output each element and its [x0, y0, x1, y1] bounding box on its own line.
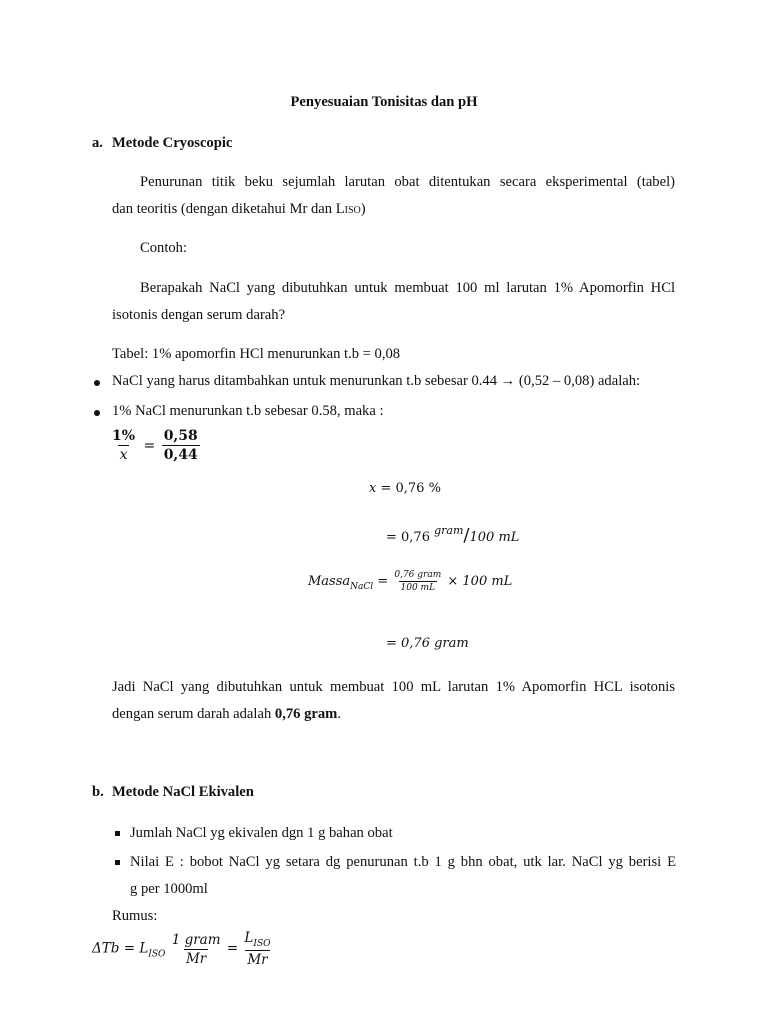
- step-1: x = 0,76 %: [369, 481, 441, 496]
- section-b-marker: b.: [92, 784, 104, 800]
- conclusion-line-1: Jadi NaCl yang dibutuhkan untuk membuat 100 mL larutan 1% Apomorfin HCL isotonis: [112, 679, 675, 695]
- section-a-heading: Metode Cryoscopic: [112, 135, 233, 151]
- rumus-label: Rumus:: [112, 908, 158, 924]
- page-title: Penyesuaian Tonisitas dan pH: [290, 94, 478, 110]
- bullet-dot: [94, 410, 100, 416]
- question-line-2: isotonis dengan serum darah?: [112, 307, 286, 323]
- step-4: = 0,76 gram: [386, 636, 469, 651]
- contoh-label: Contoh:: [140, 240, 188, 256]
- bullet-item-2: 1% NaCl menurunkan t.b sebesar 0.58, maka :: [112, 403, 384, 419]
- ekivalen-item-2: Nilai E : bobot NaCl yg setara dg penurunan t.b 1 g bhn obat, utk lar. NaCl yg berisi E: [130, 854, 676, 870]
- conclusion-line-2: dengan serum darah adalah 0,76 gram.: [112, 706, 341, 722]
- step-2: = 0,76 $^{gram}$/100 mL: [386, 524, 520, 546]
- ratio-equation: $\frac{1\%}{x}$ = $\frac{0,58}{0,44}$: [112, 428, 198, 463]
- bullet-item-1: NaCl yang harus ditambahkan untuk menurunkan t.b sebesar 0.44 → (0,52 – 0,08) adalah:: [112, 373, 641, 389]
- step-3: Massa$_{NaCl}$ = $\frac{\text{0,76 gram}}{100 mL}$ × 100 mL: [308, 570, 513, 593]
- square-bullet: [115, 860, 120, 865]
- intro-line-1: Penurunan titik beku sejumlah larutan obat ditentukan secara eksperimental (tabel): [140, 174, 675, 190]
- bullet-dot: [94, 380, 100, 386]
- square-bullet: [115, 831, 120, 836]
- section-a-marker: a.: [92, 135, 103, 151]
- ekivalen-item-1: Jumlah NaCl yg ekivalen dgn 1 g bahan obat: [130, 825, 393, 841]
- question-line-1: Berapakah NaCl yang dibutuhkan untuk membuat 100 ml larutan 1% Apomorfin HCl: [140, 280, 675, 296]
- delta-tb-formula: $\Delta Tb = L_{ISO}$ $\frac{\text{1 gram}}{Mr}$ = $\frac{L_{ISO}}{Mr}$: [92, 930, 271, 968]
- tabel-note: Tabel: 1% apomorfin HCl menurunkan t.b = 0,08: [112, 346, 401, 362]
- ekivalen-item-2-cont: g per 1000ml: [130, 881, 208, 897]
- section-b-heading: Metode NaCl Ekivalen: [112, 784, 254, 800]
- intro-line-2: dan teoritis (dengan diketahui Mr dan LISO): [112, 201, 366, 217]
